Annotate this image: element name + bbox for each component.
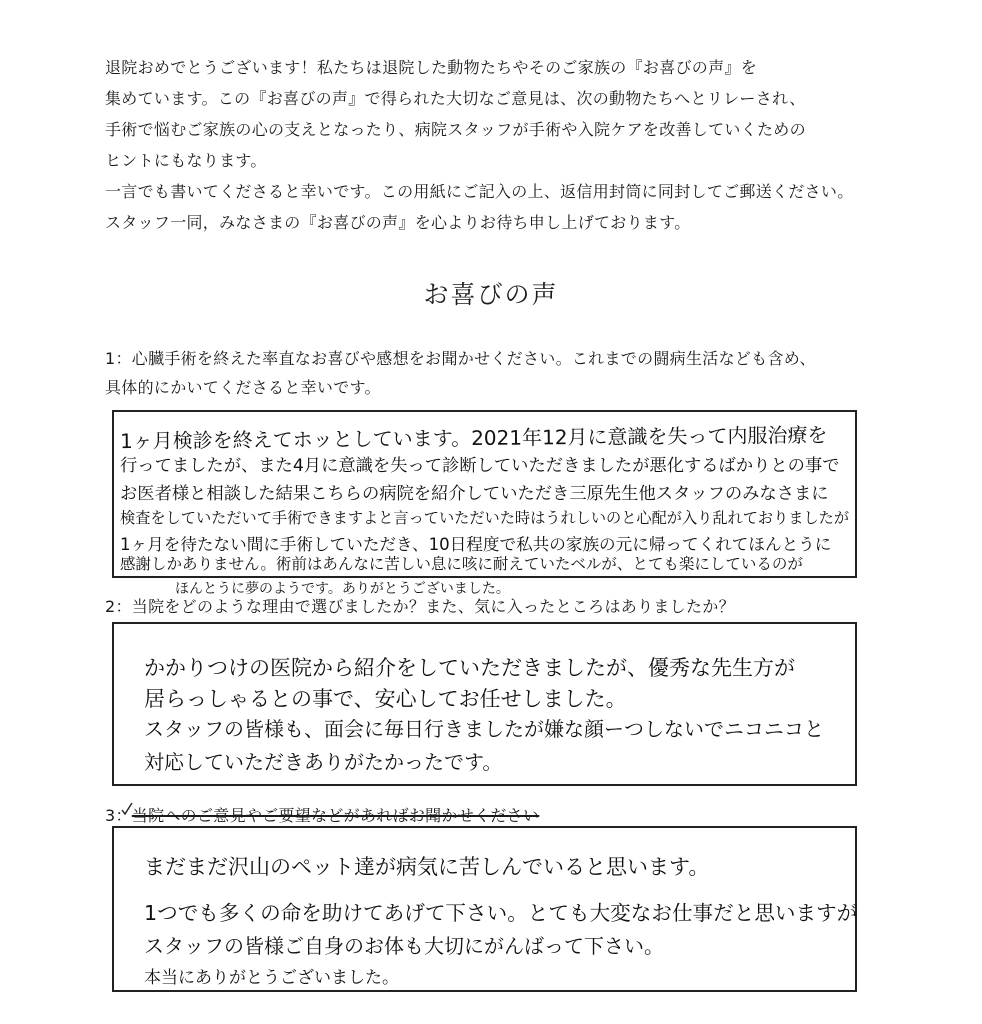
answer-2-line: 対応していただきありがたかったです。 <box>144 750 503 774</box>
answer-1-line: 検査をしていただいて手術できますよと言っていただいた時はうれしいのと心配が入り乱れておりましたが <box>120 509 849 527</box>
answer-3-line: 本当にありがとうございました。 <box>144 968 399 988</box>
question-1-line: 1：心臓手術を終えた率直なお喜びや感想をお聞かせください。これまでの闘病生活なども含め、 <box>105 349 816 368</box>
question-2-line: 2：当院をどのような理由で選びましたか？また、気に入ったところはありましたか？ <box>105 597 735 616</box>
answer-box-1 <box>112 410 857 578</box>
page-title: お喜びの声 <box>423 280 559 309</box>
question-3-number: 3： <box>105 806 132 825</box>
question-3-line: 当院へのご意見やご要望などがあればお聞かせください <box>131 806 540 825</box>
answer-1-line: 行ってましたが、また4月に意識を失って診断していただきましたが悪化するばかりとの事で <box>120 456 840 476</box>
intro-line: 集めています。この『お喜びの声』で得られた大切なご意見は、次の動物たちへとリレーされ、 <box>105 89 806 108</box>
intro-line: 手術で悩むご家族の心の支えとなったり、病院スタッフが手術や入院ケアを改善していくための <box>105 120 806 139</box>
question-1 <box>105 344 816 402</box>
question-2 <box>105 592 735 621</box>
check-mark-icon <box>120 802 134 816</box>
intro-line: 一言でも書いてくださると幸いです。この用紙にご記入の上、返信用封筒に同封してご郵送ください。 <box>105 182 854 201</box>
answer-3-line: 1つでも多くの命を助けてあげて下さい。とても大変なお仕事だと思いますが <box>144 901 858 925</box>
answer-box-3 <box>112 826 857 992</box>
answer-3-line: スタッフの皆様ご自身のお体も大切にがんばって下さい。 <box>144 934 664 958</box>
answer-box-2 <box>112 622 857 786</box>
intro-line: スタッフ一同，みなさまの『お喜びの声』を心よりお待ち申し上げております。 <box>105 213 691 232</box>
answer-1-line: 感謝しかありません。術前はあんなに苦しい息に咳に耐えていたベルが、とても楽にしているのが <box>120 555 803 573</box>
answer-3-line: まだまだ沢山のペット達が病気に苦しんでいると思います。 <box>144 855 710 879</box>
intro-line: ヒントにもなります。 <box>105 151 267 170</box>
answer-1-line: お医者様と相談した結果こちらの病院を紹介していただき三原先生他スタッフのみなさまに <box>120 484 829 504</box>
intro-paragraph <box>105 52 925 238</box>
answer-2-line: スタッフの皆様も、面会に毎日行きましたが嫌な顔ーつしないでニコニコと <box>144 717 824 741</box>
answer-1-line-overflow: ほんとうに夢のようです。ありがとうございました。 <box>175 581 510 597</box>
answer-1-line: 1ヶ月を待たない間に手術していただき、10日程度で私共の家族の元に帰ってくれてほんとうに <box>120 535 832 554</box>
answer-2-line: 居らっしゃるとの事で、安心してお任せしました。 <box>144 687 627 711</box>
answer-2-line: かかりつけの医院から紹介をしていただきましたが、優秀な先生方が <box>144 656 795 680</box>
question-1-line: 具体的にかいてくださると幸いです。 <box>105 378 381 397</box>
intro-line: 退院おめでとうございます！私たちは退院した動物たちやそのご家族の『お喜びの声』を <box>105 58 758 77</box>
answer-1-line: 1ヶ月検診を終えてホッとしています。2021年12月に意識を失って内服治療を <box>119 422 828 454</box>
